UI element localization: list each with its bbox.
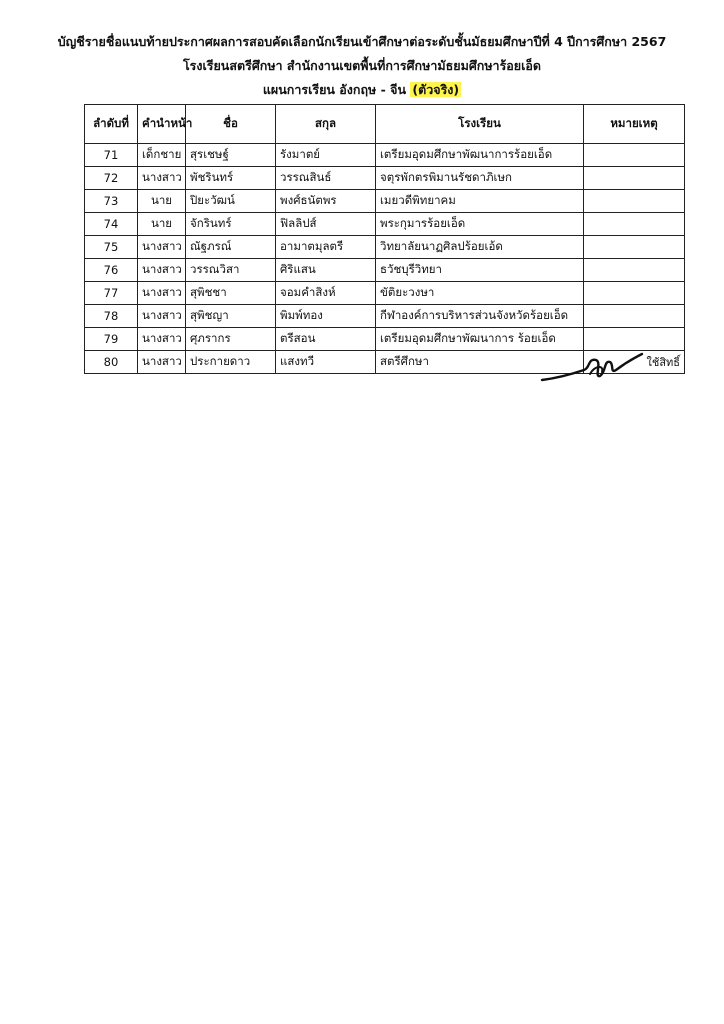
cell-school: จตุรพักตรพิมานรัชดาภิเษก: [376, 167, 584, 190]
cell-remark: [584, 167, 685, 190]
cell-surname: จอมคำสิงห์: [276, 282, 376, 305]
cell-no: 77: [85, 282, 138, 305]
table-row: [85, 167, 685, 190]
cell-no: 76: [85, 259, 138, 282]
cell-title: นางสาว: [138, 282, 186, 305]
header-program: [0, 82, 724, 98]
cell-no: 75: [85, 236, 138, 259]
cell-title: นาย: [138, 213, 186, 236]
cell-name: ณัฐภรณ์: [186, 236, 276, 259]
cell-remark: [584, 213, 685, 236]
cell-school: พระกุมารร้อยเอ็ด: [376, 213, 584, 236]
status-highlight: (ตัวจริง): [412, 82, 460, 97]
cell-name: ปิยะวัฒน์: [186, 190, 276, 213]
cell-title: นางสาว: [138, 259, 186, 282]
cell-no: 80: [85, 351, 138, 374]
cell-remark: [584, 259, 685, 282]
cell-name: ประกายดาว: [186, 351, 276, 374]
cell-school: กีฬาองค์การบริหารส่วนจังหวัดร้อยเอ็ด: [376, 305, 584, 328]
cell-remark: [584, 190, 685, 213]
cell-title: นางสาว: [138, 351, 186, 374]
cell-no: 72: [85, 167, 138, 190]
cell-school: เมยวดีพิทยาคม: [376, 190, 584, 213]
cell-surname: แสงทวี: [276, 351, 376, 374]
cell-title: นางสาว: [138, 167, 186, 190]
table-row: [85, 282, 685, 305]
cell-title: นางสาว: [138, 305, 186, 328]
cell-no: 79: [85, 328, 138, 351]
cell-school: เตรียมอุดมศึกษาพัฒนาการ ร้อยเอ็ด: [376, 328, 584, 351]
cell-no: 78: [85, 305, 138, 328]
col-header-remark: หมายเหตุ: [584, 105, 685, 144]
table-row: [85, 305, 685, 328]
header-school: โรงเรียนสตรีศึกษา สำนักงานเขตพื้นที่การศึกษามัธยมศึกษาร้อยเอ็ด: [182, 58, 542, 73]
col-header-school: โรงเรียน: [376, 105, 584, 144]
cell-surname: พงศ์ธนัตพร: [276, 190, 376, 213]
cell-name: พัชรินทร์: [186, 167, 276, 190]
cell-surname: ฟิลลิปส์: [276, 213, 376, 236]
program-label: แผนการเรียน อังกฤษ - จีน: [262, 82, 411, 97]
table-row: [85, 144, 685, 167]
handwritten-signature: [538, 348, 648, 388]
cell-school: เตรียมอุดมศึกษาพัฒนาการร้อยเอ็ด: [376, 144, 584, 167]
cell-surname: พิมพ์ทอง: [276, 305, 376, 328]
cell-surname: ตรีสอน: [276, 328, 376, 351]
table-row: [85, 259, 685, 282]
cell-remark: [584, 236, 685, 259]
cell-no: 74: [85, 213, 138, 236]
cell-remark: [584, 144, 685, 167]
col-header-name: ชื่อ: [186, 105, 276, 144]
cell-name: สุพิชชา: [186, 282, 276, 305]
cell-surname: ศิริแสน: [276, 259, 376, 282]
cell-school: สตรีศึกษา: [376, 351, 584, 374]
cell-remark: [584, 305, 685, 328]
cell-name: วรรณวิสา: [186, 259, 276, 282]
cell-name: สุพิชญา: [186, 305, 276, 328]
cell-title: เด็กชาย: [138, 144, 186, 167]
table-row: [85, 190, 685, 213]
col-header-title: คำนำหน้า: [138, 105, 186, 144]
cell-name: สุรเชษฐ์: [186, 144, 276, 167]
cell-school: ขัติยะวงษา: [376, 282, 584, 305]
table-body: [85, 144, 685, 374]
cell-no: 73: [85, 190, 138, 213]
cell-surname: วรรณสินธ์: [276, 167, 376, 190]
col-header-no: ลำดับที่: [85, 105, 138, 144]
header-title: บัญชีรายชื่อแนบท้ายประกาศผลการสอบคัดเลือกนักเรียนเข้าศึกษาต่อระดับชั้นมัธยมศึกษาปีที่ 4 ปีการศึกษา 2567: [57, 34, 667, 49]
col-header-surname: สกุล: [276, 105, 376, 144]
student-table: [84, 104, 685, 374]
table-row: [85, 236, 685, 259]
cell-no: 71: [85, 144, 138, 167]
cell-name: จักรินทร์: [186, 213, 276, 236]
cell-school: วิทยาลัยนาฏศิลปร้อยเอ้ด: [376, 236, 584, 259]
cell-title: นางสาว: [138, 328, 186, 351]
cell-surname: รังมาตย์: [276, 144, 376, 167]
cell-surname: อามาตมุลตรี: [276, 236, 376, 259]
table-header-row: [85, 105, 685, 144]
cell-remark: ใช้สิทธิ์: [584, 351, 685, 374]
table-row: [85, 213, 685, 236]
cell-name: ศุภรากร: [186, 328, 276, 351]
cell-title: นางสาว: [138, 236, 186, 259]
cell-title: นาย: [138, 190, 186, 213]
cell-remark: [584, 282, 685, 305]
cell-school: ธวัชบุรีวิทยา: [376, 259, 584, 282]
